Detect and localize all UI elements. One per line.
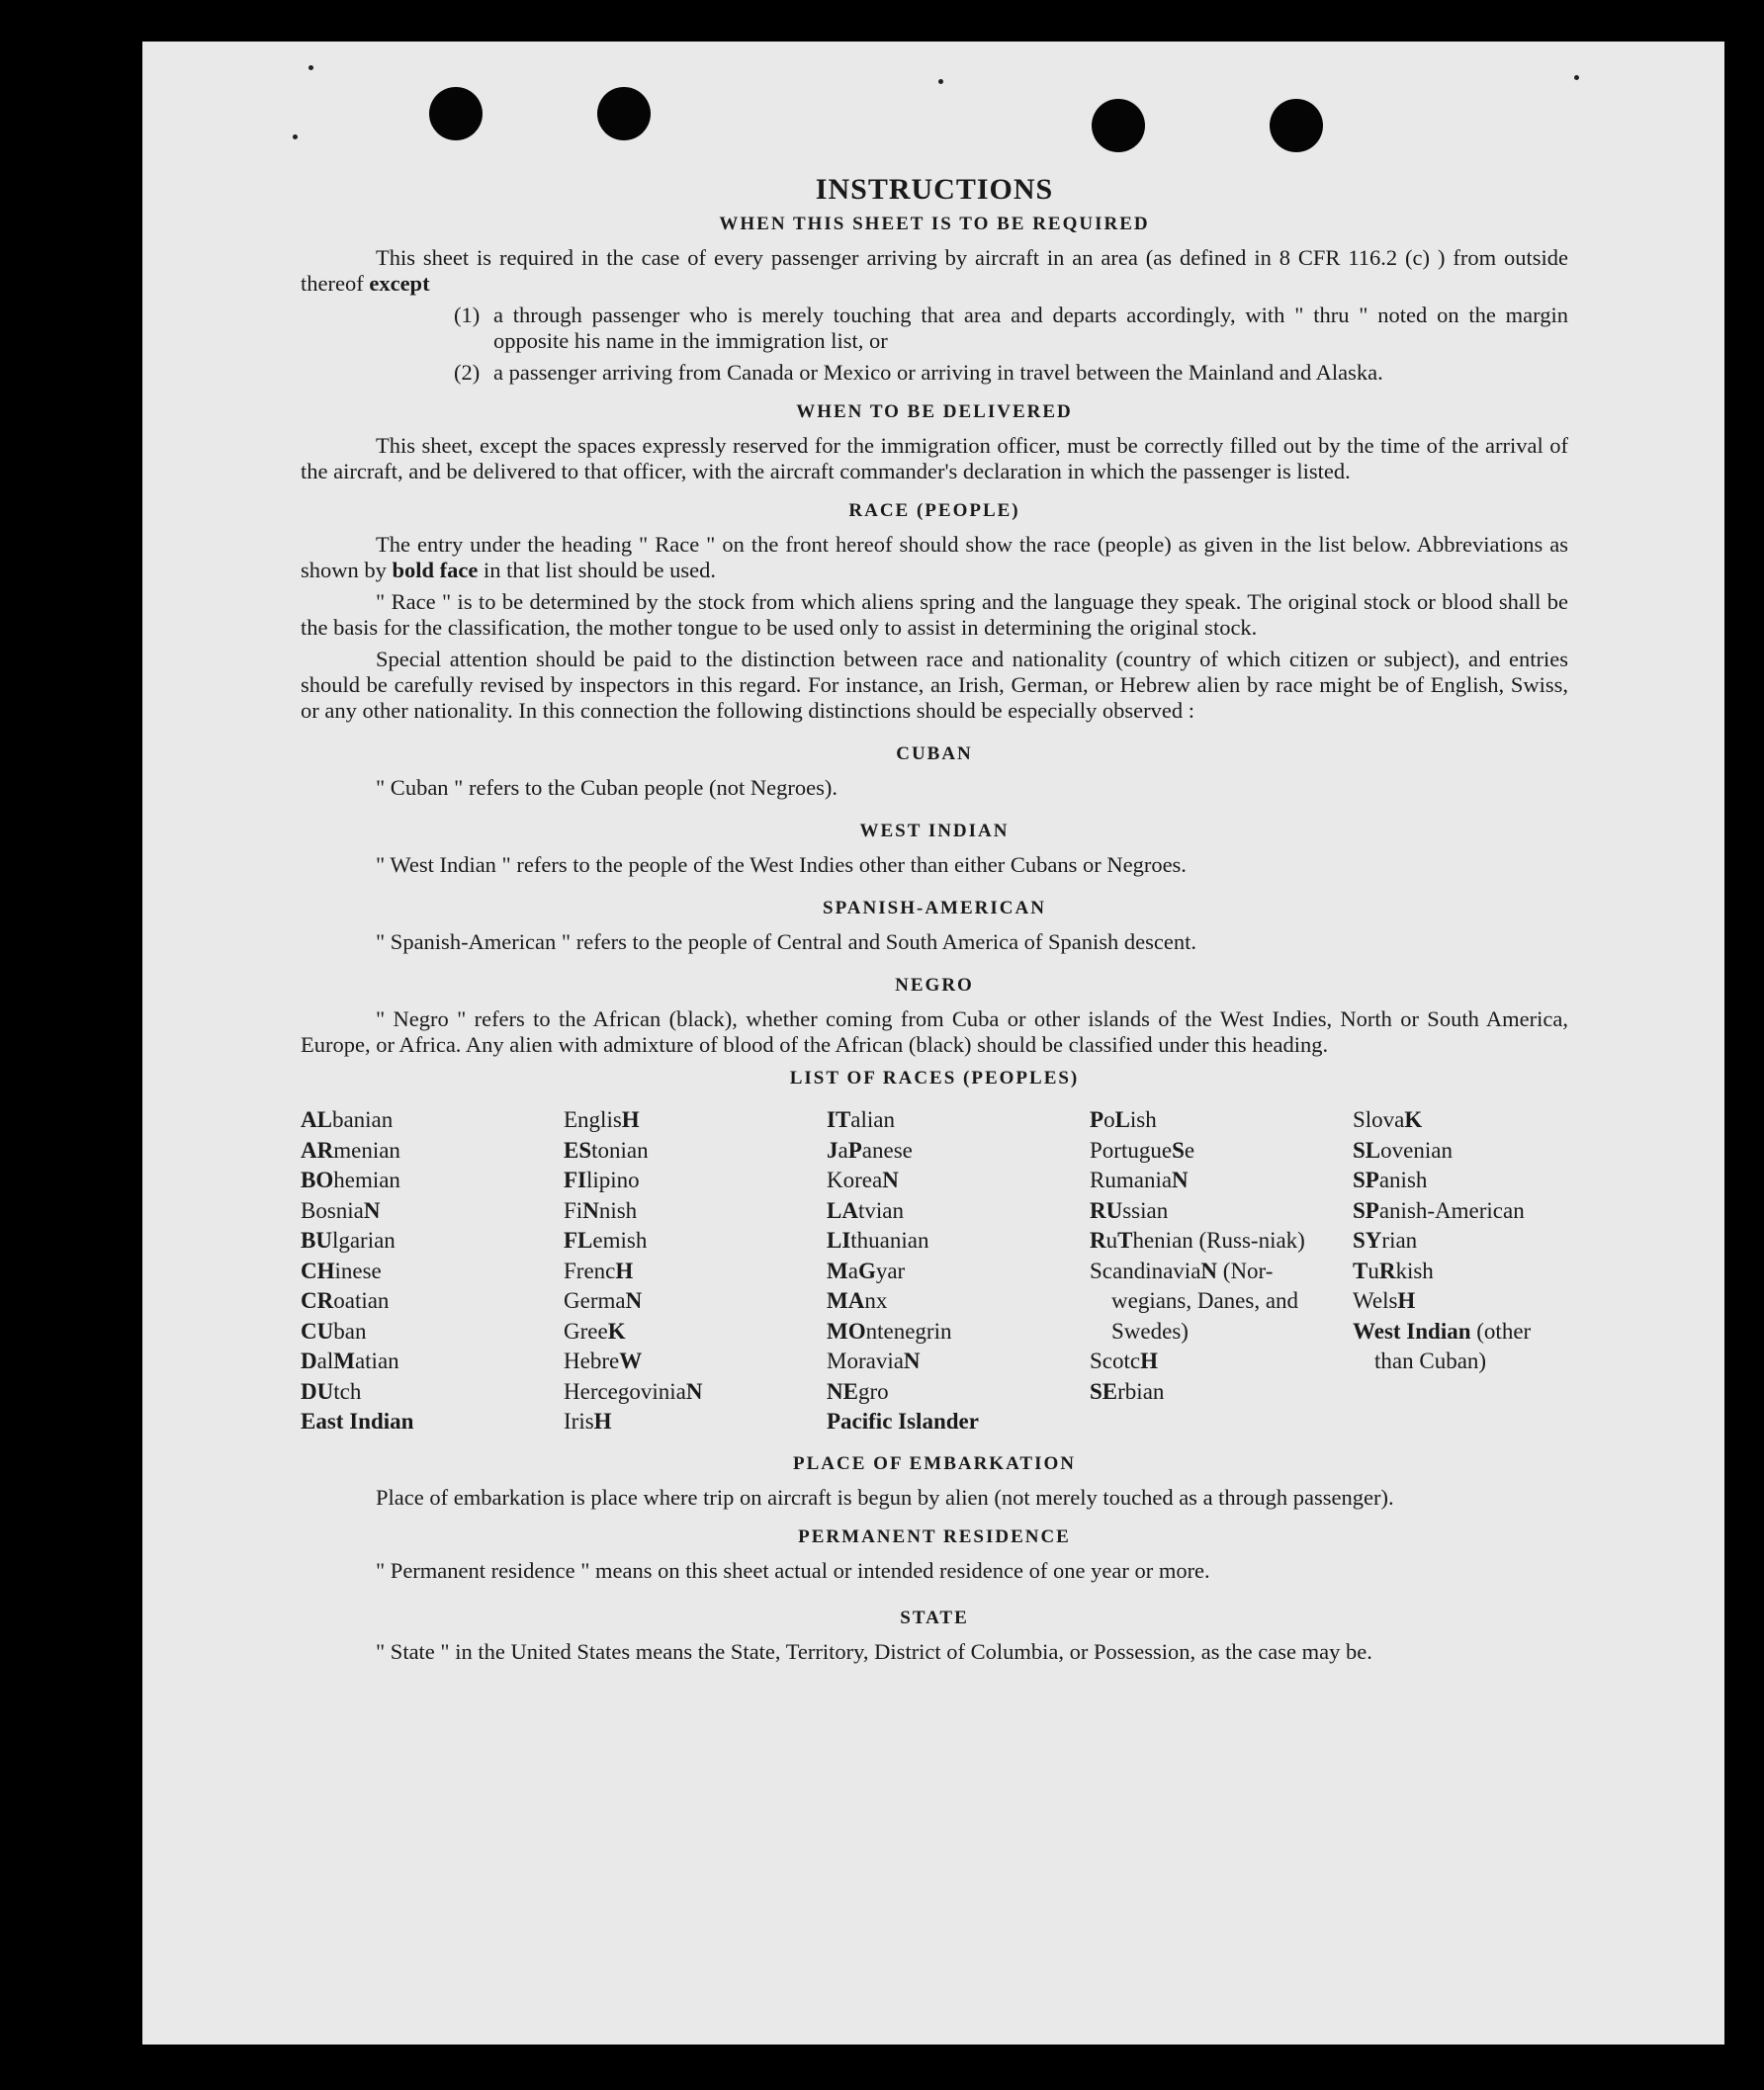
race-abbrev: K: [1404, 1107, 1423, 1132]
race-paragraph-1: [301, 532, 1568, 583]
section-heading-negro: NEGRO: [895, 975, 974, 996]
race-entry: [827, 1317, 1090, 1348]
race-abbrev: H: [1140, 1349, 1158, 1373]
race-entry: [1353, 1226, 1568, 1257]
paper-speck: [309, 65, 313, 70]
race-entry: [564, 1317, 827, 1348]
race-entry: [1090, 1166, 1353, 1196]
exception-text: a through passenger who is merely touching that area and departs accordingly, with " thru " noted on the margin opposite his name in the immigration list, or: [493, 303, 1568, 353]
section-heading-residence: PERMANENT RESIDENCE: [798, 1525, 1071, 1547]
race-entry: [564, 1166, 827, 1196]
race-text: thuanian: [850, 1228, 929, 1253]
race-entry: [1353, 1166, 1568, 1196]
race-abbrev: MA: [827, 1288, 865, 1313]
race-entry: [301, 1166, 564, 1196]
race-entry: [1090, 1196, 1353, 1227]
race-column: [827, 1105, 1090, 1437]
race-text: Scotc: [1090, 1349, 1141, 1373]
race-text: menian: [333, 1137, 400, 1163]
race-list: [301, 1105, 1568, 1437]
race-text: kish: [1395, 1258, 1434, 1283]
race-abbrev: N: [582, 1197, 599, 1223]
west-indian-text: " West Indian " refers to the people of the West Indies other than either Cubans or Negroes.: [376, 852, 1187, 877]
race-entry: [827, 1166, 1090, 1196]
race-paragraph-2: " Race " is to be determined by the stock from which aliens spring and the language they speak. The original stock or blood shall be the basis for the classification, the mother tongue to be used only to assist in determining the original stock.: [301, 589, 1568, 640]
race-text: inese: [334, 1258, 382, 1283]
race-paragraph-3: Special attention should be paid to the distinction between race and nationality (country of which citizen or subject), and entries should be carefully revised by inspectors in this regard. For instance, an Irish, German, or Hebrew alien by race might be of English, Swiss, or any other nationality. In this connection the following distinctions should be especially observed :: [301, 647, 1568, 723]
race-entry: [1090, 1257, 1353, 1348]
race-text: (other than Cuban): [1374, 1318, 1532, 1373]
race-entry: [827, 1136, 1090, 1167]
race-text: Frenc: [564, 1258, 616, 1283]
race-abbrev: SL: [1353, 1137, 1381, 1163]
punch-hole: [1092, 99, 1145, 152]
state-text: " State " in the United States means the State, Territory, District of Columbia, or Possession, as the case may be.: [376, 1638, 1372, 1664]
race-abbrev: W: [619, 1349, 643, 1373]
race-abbrev: LI: [827, 1228, 851, 1253]
race-text: e: [1184, 1137, 1195, 1163]
race-entry: [301, 1407, 564, 1437]
delivered-text: This sheet, except the spaces expressly reserved for the immigration officer, must be correctly filled out by the time of the arrival of the aircraft, and be delivered to that officer, with the aircraft commander's declaration in which the passenger is listed.: [301, 433, 1568, 483]
section-heading-list: LIST OF RACES (PEOPLES): [789, 1068, 1080, 1089]
race-abbrev: CU: [301, 1318, 334, 1344]
race-abbrev: East Indian: [301, 1409, 414, 1434]
race-abbrev: IT: [827, 1107, 851, 1132]
race-text: rian: [1381, 1228, 1418, 1253]
race-entry: [301, 1377, 564, 1408]
section-heading-state: STATE: [900, 1607, 969, 1628]
race-entry: [827, 1196, 1090, 1227]
race-text: ban: [333, 1318, 367, 1344]
race-entry: [1353, 1257, 1568, 1287]
race-text: rbian: [1117, 1378, 1165, 1404]
race-abbrev: J: [827, 1137, 838, 1163]
race-text: atian: [354, 1349, 399, 1373]
race-abbrev: P: [1090, 1107, 1104, 1132]
section-heading-required: WHEN THIS SHEET IS TO BE REQUIRED: [719, 214, 1150, 234]
race-abbrev: K: [607, 1318, 626, 1344]
race-p1-bold: bold face: [392, 558, 479, 582]
exception-number: (2): [454, 360, 481, 385]
embarkation-text: Place of embarkation is place where trip on aircraft is begun by alien (not merely touched as a through passenger).: [376, 1484, 1394, 1510]
race-entry: [564, 1286, 827, 1317]
punch-hole: [597, 87, 651, 140]
document-page: [142, 42, 1724, 2045]
race-abbrev: FL: [564, 1228, 593, 1253]
race-abbrev: AR: [301, 1137, 334, 1163]
race-entry: [827, 1347, 1090, 1377]
instructions-content: [301, 170, 1568, 1671]
race-text: Slova: [1353, 1107, 1405, 1132]
race-entry: [301, 1257, 564, 1287]
race-abbrev: H: [615, 1258, 634, 1283]
race-text: anese: [861, 1137, 913, 1163]
race-entry: [301, 1105, 564, 1136]
race-abbrev: SY: [1353, 1228, 1382, 1253]
race-abbrev: Pacific Islander: [827, 1409, 979, 1434]
race-text: Iris: [564, 1409, 594, 1434]
exception-item: [301, 360, 1568, 386]
race-entry: [1090, 1347, 1353, 1377]
race-entry: [827, 1377, 1090, 1408]
race-text: Hercegovinia: [564, 1378, 686, 1404]
race-text: u: [1367, 1258, 1379, 1283]
race-abbrev: T: [1353, 1258, 1368, 1283]
race-abbrev: S: [1172, 1137, 1185, 1163]
race-text: Moravia: [827, 1349, 904, 1373]
race-entry: [301, 1196, 564, 1227]
race-text: Wels: [1353, 1288, 1398, 1313]
required-intro-text: This sheet is required in the case of every passenger arriving by aircraft in an area (as defined in 8 CFR 116.2 (c) ) from outside thereof: [301, 245, 1568, 296]
race-text: Bosnia: [301, 1197, 364, 1223]
race-entry: [827, 1105, 1090, 1136]
race-abbrev: MO: [827, 1318, 866, 1344]
race-text: gro: [857, 1378, 889, 1404]
race-abbrev: H: [1397, 1288, 1416, 1313]
race-entry: [1353, 1317, 1568, 1377]
race-abbrev: M: [333, 1349, 355, 1373]
race-text: o: [1103, 1107, 1115, 1132]
race-abbrev: SP: [1353, 1168, 1379, 1192]
race-abbrev: R: [1378, 1258, 1396, 1283]
spanish-american-text: " Spanish-American " refers to the people of Central and South America of Spanish descent.: [376, 929, 1197, 954]
punch-hole: [429, 87, 483, 140]
race-text: yar: [875, 1258, 906, 1283]
race-text: tch: [333, 1378, 362, 1404]
race-text: alian: [850, 1107, 895, 1132]
race-text: (Nor-wegians, Danes, and Swedes): [1111, 1258, 1299, 1344]
race-entry: [564, 1105, 827, 1136]
race-entry: [301, 1226, 564, 1257]
race-abbrev: N: [363, 1197, 381, 1223]
race-text: lipino: [586, 1168, 640, 1192]
race-abbrev: West Indian: [1353, 1318, 1471, 1344]
race-entry: [827, 1226, 1090, 1257]
race-abbrev: N: [903, 1349, 921, 1373]
paper-speck: [293, 134, 298, 139]
race-text: a: [838, 1137, 848, 1163]
page-title: INSTRUCTIONS: [815, 173, 1054, 206]
race-abbrev: D: [301, 1349, 317, 1373]
race-column: [301, 1105, 564, 1437]
race-abbrev: FI: [564, 1168, 586, 1192]
required-intro-bold: except: [369, 271, 430, 296]
race-entry: [301, 1286, 564, 1317]
race-entry: [1090, 1136, 1353, 1167]
race-abbrev: T: [1117, 1228, 1133, 1253]
race-p1-end: in that list should be used.: [478, 558, 717, 582]
race-text: emish: [592, 1228, 648, 1253]
race-entry: [564, 1136, 827, 1167]
race-text: ovenian: [1380, 1137, 1453, 1163]
race-text: Fi: [564, 1197, 583, 1223]
race-entry: [1090, 1377, 1353, 1408]
race-text: henian (Russ-niak): [1132, 1228, 1305, 1253]
race-text: tonian: [591, 1137, 649, 1163]
race-p1-text: The entry under the heading " Race " on the front hereof should show the race (people) as given in the list below. Abbreviations as shown by: [301, 532, 1568, 582]
residence-text: " Permanent residence " means on this sheet actual or intended residence of one year or more.: [376, 1557, 1210, 1583]
exception-list: [301, 303, 1568, 386]
race-text: Korea: [827, 1168, 883, 1192]
race-text: lgarian: [331, 1228, 396, 1253]
race-abbrev: N: [625, 1288, 643, 1313]
race-entry: [827, 1257, 1090, 1287]
punch-hole: [1270, 99, 1323, 152]
paper-speck: [938, 79, 943, 84]
race-entry: [301, 1136, 564, 1167]
exception-number: (1): [454, 303, 481, 327]
race-entry: [564, 1257, 827, 1287]
race-text: a: [847, 1258, 858, 1283]
section-heading-cuban: CUBAN: [896, 743, 973, 764]
race-abbrev: P: [847, 1137, 862, 1163]
race-text: ssian: [1122, 1197, 1169, 1223]
race-abbrev: RU: [1090, 1197, 1123, 1223]
race-text: Scandinavia: [1090, 1258, 1201, 1283]
race-abbrev: H: [593, 1409, 612, 1434]
race-entry: [1353, 1105, 1568, 1136]
race-text: hemian: [333, 1168, 400, 1192]
race-text: Germa: [564, 1288, 626, 1313]
section-heading-delivered: WHEN TO BE DELIVERED: [796, 401, 1073, 422]
race-abbrev: L: [1114, 1107, 1130, 1132]
race-text: nx: [864, 1288, 888, 1313]
section-heading-west-indian: WEST INDIAN: [859, 821, 1010, 841]
race-entry: [1353, 1196, 1568, 1227]
race-entry: [564, 1377, 827, 1408]
race-abbrev: NE: [827, 1378, 858, 1404]
race-abbrev: BO: [301, 1168, 334, 1192]
race-abbrev: H: [621, 1107, 640, 1132]
race-text: Englis: [564, 1107, 622, 1132]
race-text: al: [316, 1349, 334, 1373]
race-text: banian: [331, 1107, 394, 1132]
race-abbrev: N: [685, 1378, 703, 1404]
race-abbrev: M: [827, 1258, 848, 1283]
race-abbrev: CR: [301, 1288, 334, 1313]
race-text: Rumania: [1090, 1168, 1173, 1192]
race-entry: [564, 1347, 827, 1377]
race-column: [564, 1105, 827, 1437]
race-text: ntenegrin: [865, 1318, 952, 1344]
race-entry: [827, 1407, 1090, 1437]
race-abbrev: N: [1200, 1258, 1218, 1283]
negro-text: " Negro " refers to the African (black), whether coming from Cuba or other islands of the West Indies, North or South America, Europe, or Africa. Any alien with admixture of blood of the African (black) should be classified under this heading.: [301, 1006, 1568, 1057]
race-abbrev: R: [1090, 1228, 1106, 1253]
section-heading-race: RACE (PEOPLE): [848, 500, 1020, 521]
race-text: Portugue: [1090, 1137, 1173, 1163]
race-text: Gree: [564, 1318, 608, 1344]
race-text: oatian: [333, 1288, 390, 1313]
race-entry: [1090, 1226, 1353, 1257]
race-entry: [564, 1196, 827, 1227]
race-abbrev: AL: [301, 1107, 332, 1132]
required-intro: [301, 245, 1568, 297]
race-text: anish: [1378, 1168, 1428, 1192]
race-text: Hebre: [564, 1349, 620, 1373]
race-column: [1090, 1105, 1353, 1437]
race-text: ish: [1129, 1107, 1157, 1132]
paper-speck: [1574, 75, 1579, 80]
exception-item: [301, 303, 1568, 354]
race-abbrev: BU: [301, 1228, 332, 1253]
race-entry: [1353, 1286, 1568, 1317]
race-text: anish-American: [1378, 1197, 1525, 1223]
race-abbrev: ES: [564, 1137, 592, 1163]
race-entry: [1090, 1105, 1353, 1136]
race-abbrev: N: [882, 1168, 899, 1192]
race-abbrev: N: [1172, 1168, 1189, 1192]
race-abbrev: LA: [827, 1197, 858, 1223]
race-text: tvian: [857, 1197, 904, 1223]
section-heading-embarkation: PLACE OF EMBARKATION: [793, 1452, 1076, 1474]
race-abbrev: G: [857, 1258, 876, 1283]
race-abbrev: SP: [1353, 1197, 1379, 1223]
race-entry: [301, 1347, 564, 1377]
race-abbrev: SE: [1090, 1378, 1118, 1404]
race-abbrev: CH: [301, 1258, 335, 1283]
race-text: u: [1105, 1228, 1118, 1253]
race-entry: [301, 1317, 564, 1348]
race-entry: [1353, 1136, 1568, 1167]
cuban-text: " Cuban " refers to the Cuban people (not Negroes).: [376, 775, 838, 800]
race-entry: [827, 1286, 1090, 1317]
race-entry: [564, 1407, 827, 1437]
race-column: [1353, 1105, 1568, 1437]
section-heading-spanish-american: SPANISH-AMERICAN: [823, 898, 1046, 918]
race-text: nish: [598, 1197, 638, 1223]
race-entry: [564, 1226, 827, 1257]
race-abbrev: DU: [301, 1378, 334, 1404]
exception-text: a passenger arriving from Canada or Mexico or arriving in travel between the Mainland and Alaska.: [493, 360, 1383, 385]
